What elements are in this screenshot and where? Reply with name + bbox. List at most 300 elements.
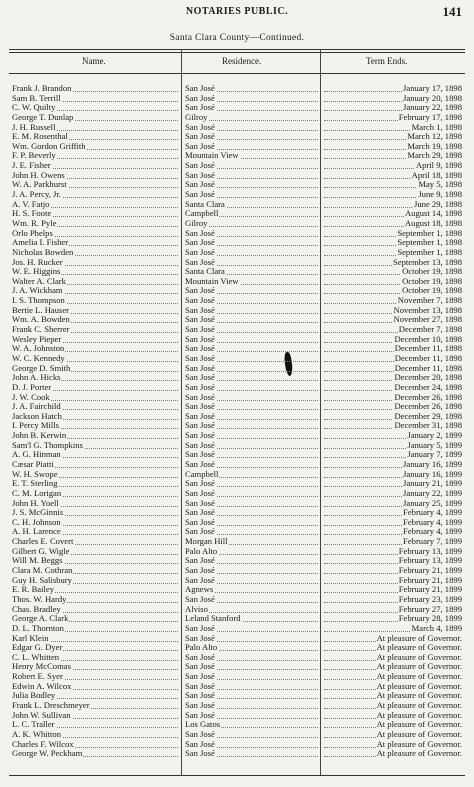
table-row bbox=[0, 576, 474, 586]
notary-term bbox=[324, 412, 462, 422]
notary-term bbox=[324, 470, 462, 480]
notary-term-text: December 11, 1898 bbox=[394, 353, 462, 363]
notary-term-text: October 19, 1898 bbox=[402, 276, 462, 286]
notary-name bbox=[12, 229, 178, 239]
notary-residence bbox=[185, 576, 318, 586]
notary-name bbox=[12, 113, 178, 123]
table-row bbox=[0, 132, 474, 142]
notary-name-text: J. S. McGinnis bbox=[12, 508, 64, 518]
notary-name-text: Chas. Bradley bbox=[12, 604, 61, 614]
notary-term-text: January 17, 1898 bbox=[403, 84, 462, 93]
notary-residence bbox=[185, 161, 318, 171]
notary-residence bbox=[185, 151, 318, 161]
notary-residence-text: San José bbox=[185, 729, 215, 739]
notary-term bbox=[324, 595, 462, 605]
notary-residence bbox=[185, 537, 318, 547]
notary-name bbox=[12, 373, 178, 383]
table-row bbox=[0, 219, 474, 229]
notary-residence bbox=[185, 470, 318, 480]
notary-term-text: September 1, 1898 bbox=[397, 247, 462, 257]
table-row bbox=[0, 325, 474, 335]
notary-residence-text: San José bbox=[185, 228, 215, 238]
notary-name bbox=[12, 180, 178, 190]
table-row bbox=[0, 296, 474, 306]
notary-residence-text: San José bbox=[185, 440, 215, 450]
notary-residence-text: San José bbox=[185, 344, 215, 354]
notary-name bbox=[12, 489, 178, 499]
notary-name-text: J. A. Percy, Jr. bbox=[12, 190, 61, 200]
notary-term-text: At pleasure of Governor. bbox=[376, 749, 462, 759]
notary-residence bbox=[185, 180, 318, 190]
notary-term-text: April 9, 1898 bbox=[415, 161, 462, 171]
table-row bbox=[0, 344, 474, 354]
table-row bbox=[0, 393, 474, 403]
notary-term-text: February 7, 1899 bbox=[403, 537, 462, 547]
notary-name-text: A. H. Larence bbox=[12, 527, 61, 537]
column-header-term: Term Ends. bbox=[366, 56, 408, 66]
notary-residence-text: San José bbox=[185, 141, 215, 151]
notary-name-text: John H. Yoell bbox=[12, 498, 59, 508]
notary-residence-text: San José bbox=[185, 594, 215, 604]
notary-term-text: At pleasure of Governor. bbox=[376, 729, 462, 739]
table-row bbox=[0, 171, 474, 181]
notary-name-text: George A. Clark bbox=[12, 614, 69, 624]
notary-residence-text: San José bbox=[185, 180, 215, 190]
notary-name bbox=[12, 132, 178, 142]
notary-name-text: C. M. Lorigan bbox=[12, 488, 62, 498]
table-row bbox=[0, 286, 474, 296]
notary-residence bbox=[185, 547, 318, 557]
notary-name bbox=[12, 643, 178, 653]
notary-term bbox=[324, 605, 462, 615]
notary-term bbox=[324, 576, 462, 586]
notary-name-text: Jackson Hatch bbox=[12, 411, 62, 421]
notary-name bbox=[12, 344, 178, 354]
table-row bbox=[0, 691, 474, 701]
notary-term-text: February 17, 1898 bbox=[398, 112, 462, 122]
notary-name-text: John A. Hicks bbox=[12, 373, 61, 383]
notary-residence-text: San José bbox=[185, 633, 215, 643]
notary-name-text: Amelia I. Fisher bbox=[12, 238, 69, 248]
table-row bbox=[0, 614, 474, 624]
table-row bbox=[0, 508, 474, 518]
table-row bbox=[0, 180, 474, 190]
notary-residence-text: San José bbox=[185, 701, 215, 710]
notary-term-text: March 4, 1899 bbox=[411, 623, 462, 633]
notary-name bbox=[12, 383, 178, 393]
notary-name bbox=[12, 325, 178, 335]
notary-term-text: February 23, 1899 bbox=[398, 594, 462, 604]
notary-name-text: W. A. Parkhurst bbox=[12, 180, 67, 190]
notary-name-text: Wesley Pieper bbox=[12, 334, 62, 344]
notary-term bbox=[324, 450, 462, 460]
notary-term bbox=[324, 402, 462, 412]
notary-term bbox=[324, 614, 462, 624]
notary-name-text: I. Percy Mills bbox=[12, 421, 60, 431]
notary-term bbox=[324, 180, 462, 190]
column-header-residence: Residence. bbox=[222, 56, 262, 66]
notary-residence bbox=[185, 315, 318, 325]
notary-residence-text: San José bbox=[185, 84, 215, 93]
notary-name bbox=[12, 335, 178, 345]
notary-residence bbox=[185, 132, 318, 142]
notary-residence bbox=[185, 441, 318, 451]
section-subtitle: Santa Clara County—Continued. bbox=[169, 33, 305, 43]
table-row bbox=[0, 566, 474, 576]
notary-name bbox=[12, 84, 178, 94]
notary-name-text: John H. Owens bbox=[12, 170, 65, 180]
notary-name bbox=[12, 219, 178, 229]
notary-term bbox=[324, 151, 462, 161]
notary-residence-text: San José bbox=[185, 392, 215, 402]
notary-term-text: February 27, 1899 bbox=[398, 604, 462, 614]
notary-residence-text: San José bbox=[185, 652, 215, 662]
notary-name bbox=[12, 238, 178, 248]
table-row bbox=[0, 103, 474, 113]
notary-name-text: L. C. Traller bbox=[12, 720, 55, 730]
notary-residence bbox=[185, 412, 318, 422]
notary-term-text: December 24, 1898 bbox=[394, 382, 462, 392]
notary-name-text: J. A. Fairchild bbox=[12, 402, 61, 412]
notary-residence bbox=[185, 258, 318, 268]
notary-name bbox=[12, 296, 178, 306]
notary-name bbox=[12, 672, 178, 682]
notary-term-text: At pleasure of Governor. bbox=[376, 710, 462, 720]
table-row bbox=[0, 701, 474, 711]
table-row bbox=[0, 151, 474, 161]
notary-name bbox=[12, 248, 178, 258]
notary-term bbox=[324, 219, 462, 229]
notary-residence-text: San José bbox=[185, 353, 215, 363]
notary-name-text: George W. Peckham bbox=[12, 749, 83, 759]
notary-name bbox=[12, 605, 178, 615]
notary-name-text: W. E. Higgins bbox=[12, 267, 61, 277]
notary-term-text: March 29, 1898 bbox=[407, 151, 462, 161]
notary-residence bbox=[185, 277, 318, 287]
notary-residence bbox=[185, 354, 318, 364]
table-row bbox=[0, 94, 474, 104]
notary-term bbox=[324, 296, 462, 306]
notary-term bbox=[324, 200, 462, 210]
table-row bbox=[0, 383, 474, 393]
table-row bbox=[0, 450, 474, 460]
notary-residence bbox=[185, 219, 318, 229]
notary-term bbox=[324, 662, 462, 672]
notary-name bbox=[12, 537, 178, 547]
table-row bbox=[0, 373, 474, 383]
notary-term-text: February 21, 1899 bbox=[398, 575, 462, 585]
notary-term-text: December 11, 1898 bbox=[394, 344, 462, 354]
notary-residence-text: Gilroy bbox=[185, 112, 208, 122]
notary-name-text: E. M. Rosenthal bbox=[12, 132, 68, 142]
notary-name bbox=[12, 527, 178, 537]
notary-residence bbox=[185, 209, 318, 219]
notary-name bbox=[12, 682, 178, 692]
notary-term-text: At pleasure of Governor. bbox=[376, 720, 462, 730]
notary-term-text: December 11, 1898 bbox=[394, 363, 462, 373]
notary-term bbox=[324, 267, 462, 277]
notary-term bbox=[324, 749, 462, 759]
table-row bbox=[0, 624, 474, 634]
notary-residence bbox=[185, 402, 318, 412]
notary-name-text: Edgar G. Dyer bbox=[12, 643, 63, 653]
table-row bbox=[0, 556, 474, 566]
table-row bbox=[0, 595, 474, 605]
notary-residence bbox=[185, 450, 318, 460]
table-row bbox=[0, 749, 474, 759]
notary-name bbox=[12, 200, 178, 210]
notary-term bbox=[324, 113, 462, 123]
table-row bbox=[0, 489, 474, 499]
notary-term-text: September 13, 1898 bbox=[393, 257, 462, 267]
notary-residence-text: San José bbox=[185, 363, 215, 373]
table-row bbox=[0, 441, 474, 451]
notary-name-text: E. R. Bailey bbox=[12, 585, 55, 595]
notary-name-text: W. H. Swope bbox=[12, 469, 58, 479]
notary-residence-text: San José bbox=[185, 459, 215, 469]
notary-residence bbox=[185, 634, 318, 644]
notary-residence bbox=[185, 123, 318, 133]
notary-residence-text: San José bbox=[185, 402, 215, 412]
notary-name bbox=[12, 421, 178, 431]
notary-residence bbox=[185, 720, 318, 730]
notary-name bbox=[12, 634, 178, 644]
notary-term-text: At pleasure of Governor. bbox=[376, 652, 462, 662]
table-row bbox=[0, 113, 474, 123]
notary-name-text: Bertie L. Hauser bbox=[12, 305, 70, 315]
notary-name-text: Wm. A. Bowden bbox=[12, 315, 70, 325]
notary-residence bbox=[185, 701, 318, 711]
notary-term-text: November 13, 1898 bbox=[393, 305, 462, 315]
notary-term-text: January 20, 1898 bbox=[403, 93, 462, 103]
notary-name-text: Clara M. Cothran bbox=[12, 566, 73, 576]
notary-name bbox=[12, 556, 178, 566]
notary-term-text: September 1, 1898 bbox=[397, 228, 462, 238]
notary-residence-text: Los Gatos bbox=[185, 720, 221, 730]
running-title: NOTARIES PUBLIC. bbox=[185, 6, 289, 17]
notary-term bbox=[324, 123, 462, 133]
table-row bbox=[0, 527, 474, 537]
notary-term-text: January 25, 1899 bbox=[403, 498, 462, 508]
notary-name-text: Charles F. Wilcox bbox=[12, 739, 74, 749]
notary-name bbox=[12, 354, 178, 364]
notary-term bbox=[324, 691, 462, 701]
notary-term bbox=[324, 248, 462, 258]
notary-name-text: Jos. H. Rucker bbox=[12, 257, 63, 267]
notary-term-text: January 5, 1899 bbox=[407, 440, 462, 450]
notary-name bbox=[12, 315, 178, 325]
table-row bbox=[0, 547, 474, 557]
notary-residence-text: Mountain View bbox=[185, 276, 239, 286]
notary-residence-text: San José bbox=[185, 498, 215, 508]
notary-residence-text: Santa Clara bbox=[185, 267, 225, 277]
notary-term-text: August 14, 1898 bbox=[404, 209, 462, 219]
notary-name bbox=[12, 94, 178, 104]
notary-name-text: J. A. Wickham bbox=[12, 286, 63, 296]
notary-term-text: January 21, 1899 bbox=[403, 479, 462, 489]
notary-term bbox=[324, 209, 462, 219]
notary-name bbox=[12, 691, 178, 701]
notary-residence bbox=[185, 393, 318, 403]
table-row bbox=[0, 672, 474, 682]
notary-name-text: Wm. Gordon Griffith bbox=[12, 141, 86, 151]
table-row bbox=[0, 740, 474, 750]
notary-residence bbox=[185, 142, 318, 152]
notary-term bbox=[324, 566, 462, 576]
notary-residence-text: San José bbox=[185, 238, 215, 248]
notary-name-text: Edwin A. Wilcox bbox=[12, 681, 72, 691]
table-row bbox=[0, 682, 474, 692]
notary-term bbox=[324, 190, 462, 200]
notary-term-text: January 22, 1899 bbox=[403, 488, 462, 498]
notary-residence-text: San José bbox=[185, 431, 215, 441]
notary-name-text: J. W. Cook bbox=[12, 392, 50, 402]
notary-name bbox=[12, 740, 178, 750]
header-bottom-rule bbox=[9, 73, 465, 74]
notary-term bbox=[324, 547, 462, 557]
notary-name bbox=[12, 701, 178, 711]
notary-residence-text: San José bbox=[185, 710, 215, 720]
notary-residence bbox=[185, 296, 318, 306]
column-header-name: Name. bbox=[82, 56, 106, 66]
notary-name bbox=[12, 402, 178, 412]
notary-residence-text: San José bbox=[185, 672, 215, 682]
notary-residence-text: San José bbox=[185, 373, 215, 383]
notary-residence bbox=[185, 662, 318, 672]
notary-term bbox=[324, 335, 462, 345]
notary-residence-text: Palo Alto bbox=[185, 546, 218, 556]
notary-residence bbox=[185, 730, 318, 740]
notary-term-text: January 22, 1898 bbox=[403, 103, 462, 113]
table-row bbox=[0, 142, 474, 152]
notary-name bbox=[12, 123, 178, 133]
notary-term bbox=[324, 537, 462, 547]
notary-term bbox=[324, 142, 462, 152]
table-row bbox=[0, 711, 474, 721]
notary-term bbox=[324, 460, 462, 470]
notary-residence-text: Agnews bbox=[185, 585, 214, 595]
notary-term-text: December 7, 1898 bbox=[398, 325, 462, 335]
notary-name-text: Walter A. Clark bbox=[12, 276, 66, 286]
notary-residence-text: San José bbox=[185, 296, 215, 306]
notary-name-text: Gilbert G. Wigle bbox=[12, 546, 70, 556]
notary-residence bbox=[185, 421, 318, 431]
table-row bbox=[0, 248, 474, 258]
notary-term-text: February 4, 1899 bbox=[403, 517, 462, 527]
notary-name bbox=[12, 585, 178, 595]
table-row bbox=[0, 730, 474, 740]
notary-residence bbox=[185, 94, 318, 104]
notary-term-text: January 16, 1899 bbox=[403, 459, 462, 469]
notary-name bbox=[12, 431, 178, 441]
notary-term-text: At pleasure of Governor. bbox=[376, 662, 462, 672]
notary-term bbox=[324, 701, 462, 711]
notary-term bbox=[324, 373, 462, 383]
notary-name-text: Nicholas Bowden bbox=[12, 247, 74, 257]
notary-name-text: Sam B. Terrill bbox=[12, 93, 61, 103]
notary-term bbox=[324, 730, 462, 740]
notary-name-text: Robert E. Syer bbox=[12, 672, 63, 682]
notary-residence bbox=[185, 479, 318, 489]
notary-residence-text: San José bbox=[185, 132, 215, 142]
notary-residence bbox=[185, 527, 318, 537]
notary-term bbox=[324, 441, 462, 451]
notary-term bbox=[324, 682, 462, 692]
notary-residence-text: San José bbox=[185, 247, 215, 257]
notary-name-text: Karl Klein bbox=[12, 633, 49, 643]
notary-residence bbox=[185, 267, 318, 277]
notary-term-text: January 16, 1899 bbox=[403, 469, 462, 479]
notary-residence-text: Campbell bbox=[185, 209, 219, 219]
notary-term bbox=[324, 740, 462, 750]
notary-name-text: C. H. Johnson bbox=[12, 517, 61, 527]
notary-residence bbox=[185, 171, 318, 181]
notary-name bbox=[12, 151, 178, 161]
notary-name-text: A. G. Hinman bbox=[12, 450, 61, 460]
notary-residence-text: San José bbox=[185, 450, 215, 460]
table-row bbox=[0, 335, 474, 345]
notary-term bbox=[324, 277, 462, 287]
notary-residence bbox=[185, 643, 318, 653]
notary-term bbox=[324, 325, 462, 335]
notary-residence-text: Gilroy bbox=[185, 218, 208, 228]
notary-residence-text: San José bbox=[185, 170, 215, 180]
table-row bbox=[0, 354, 474, 364]
notary-residence bbox=[185, 614, 318, 624]
notary-name-text: H. S. Foote bbox=[12, 209, 52, 219]
notary-residence-text: San José bbox=[185, 749, 215, 759]
notary-name bbox=[12, 412, 178, 422]
table-row bbox=[0, 479, 474, 489]
notary-name bbox=[12, 576, 178, 586]
notary-name-text: I. S. Thompson bbox=[12, 296, 65, 306]
notary-residence bbox=[185, 373, 318, 383]
notary-term-text: February 21, 1899 bbox=[398, 566, 462, 576]
notary-residence bbox=[185, 344, 318, 354]
notary-residence-text: Alviso bbox=[185, 604, 208, 614]
notary-residence-text: San José bbox=[185, 479, 215, 489]
notary-term-text: February 4, 1899 bbox=[403, 527, 462, 537]
table-row bbox=[0, 277, 474, 287]
notary-residence bbox=[185, 556, 318, 566]
notary-residence bbox=[185, 682, 318, 692]
notary-residence bbox=[185, 383, 318, 393]
notary-residence-text: Morgan Hill bbox=[185, 537, 228, 547]
notary-residence-text: Campbell bbox=[185, 469, 219, 479]
notary-term-text: December 20, 1898 bbox=[394, 373, 462, 383]
table-row bbox=[0, 605, 474, 615]
notary-term-text: February 21, 1899 bbox=[398, 585, 462, 595]
notary-term-text: December 26, 1898 bbox=[394, 402, 462, 412]
notary-residence-text: San José bbox=[185, 411, 215, 421]
notary-name bbox=[12, 258, 178, 268]
table-row bbox=[0, 662, 474, 672]
notary-residence-text: San José bbox=[185, 103, 215, 113]
table-bottom-rule bbox=[9, 775, 465, 776]
table-row bbox=[0, 229, 474, 239]
page-number: 141 bbox=[442, 4, 462, 19]
notary-term bbox=[324, 103, 462, 113]
notary-term bbox=[324, 393, 462, 403]
notary-name bbox=[12, 306, 178, 316]
notary-term-text: August 18, 1898 bbox=[404, 218, 462, 228]
notary-term-text: February 13, 1899 bbox=[398, 546, 462, 556]
table-row bbox=[0, 267, 474, 277]
table-row bbox=[0, 460, 474, 470]
table-row bbox=[0, 643, 474, 653]
notary-name bbox=[12, 653, 178, 663]
notary-residence bbox=[185, 229, 318, 239]
